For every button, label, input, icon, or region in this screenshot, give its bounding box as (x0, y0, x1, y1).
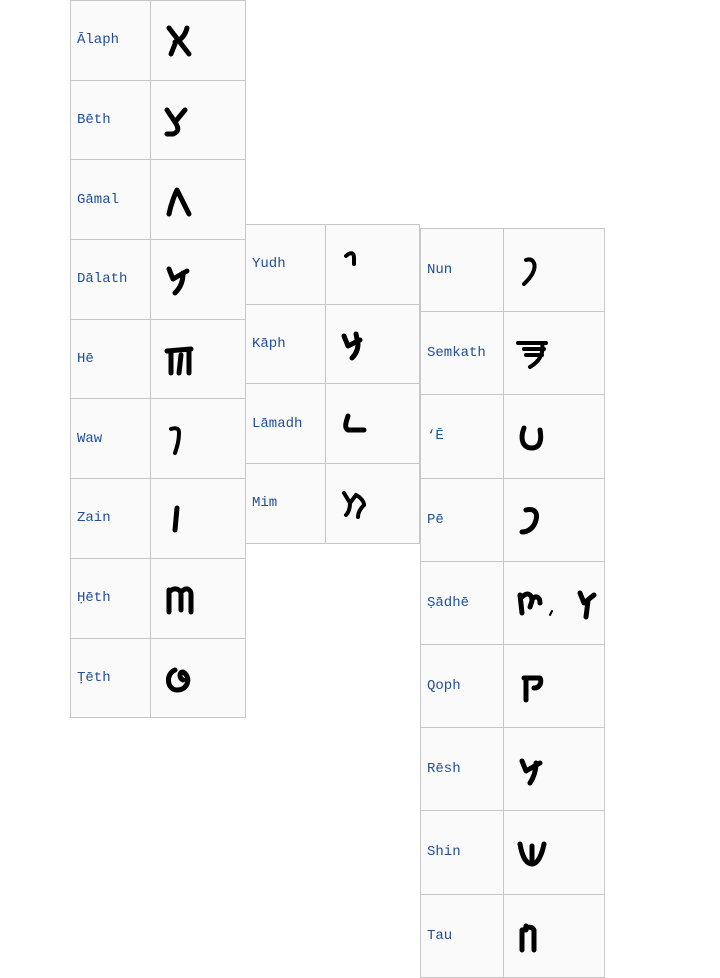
letter-name: Ṭēth (71, 638, 151, 718)
table-row (421, 229, 605, 312)
table-row (421, 312, 605, 395)
table-row (71, 80, 246, 160)
letter-name: Lāmadh (246, 384, 326, 464)
mim-glyph (336, 483, 376, 523)
ayin-glyph (514, 416, 554, 456)
table-row (246, 464, 420, 544)
letter-name: Yudh (246, 225, 326, 305)
letter-name: Mim (246, 464, 326, 544)
alphabet-table-left (70, 0, 246, 718)
table-row (71, 319, 246, 399)
letter-name: Ṣādhē (421, 561, 504, 644)
table-row (421, 728, 605, 811)
letter-name: Kāph (246, 304, 326, 384)
beth-glyph (161, 100, 201, 140)
nun-glyph (514, 250, 554, 290)
lamadh-glyph (336, 404, 376, 444)
table-row (421, 811, 605, 894)
pe-glyph (514, 500, 554, 540)
letter-name: Semkath (421, 312, 504, 395)
table-row (246, 304, 420, 384)
letter-name: Ḥēth (71, 558, 151, 638)
tau-glyph (514, 916, 554, 956)
teth-glyph (161, 658, 201, 698)
table-row (71, 638, 246, 718)
zain-glyph (161, 498, 201, 538)
letter-name: Zain (71, 479, 151, 559)
resh-glyph (514, 749, 554, 789)
table-row (421, 561, 605, 644)
table-row (71, 399, 246, 479)
table-row (421, 644, 605, 727)
letter-name: Shin (421, 811, 504, 894)
table-row (71, 1, 246, 81)
table-row (421, 395, 605, 478)
semkath-glyph (514, 333, 554, 373)
aleph-glyph (161, 20, 201, 60)
table-row (246, 384, 420, 464)
letter-name: Dālath (71, 240, 151, 320)
letter-name: Rēsh (421, 728, 504, 811)
qoph-glyph (514, 666, 554, 706)
gimel-glyph (161, 180, 201, 220)
letter-name: Nun (421, 229, 504, 312)
letter-name: Waw (71, 399, 151, 479)
letter-name: Hē (71, 319, 151, 399)
table-row (71, 558, 246, 638)
table-row (421, 478, 605, 561)
alphabet-table-middle (245, 224, 420, 544)
letter-name: Pē (421, 478, 504, 561)
shin-glyph (514, 832, 554, 872)
table-row (421, 894, 605, 977)
letter-name: ‘Ē (421, 395, 504, 478)
letter-name: Gāmal (71, 160, 151, 240)
waw-glyph (161, 419, 201, 459)
table-row (246, 225, 420, 305)
dalet-glyph (161, 259, 201, 299)
sadhe-glyph (514, 583, 604, 623)
letter-name: Ālaph (71, 1, 151, 81)
yudh-glyph (336, 244, 376, 284)
he-glyph (161, 339, 201, 379)
alphabet-table-right (420, 228, 605, 978)
table-row (71, 479, 246, 559)
heth-glyph (161, 578, 201, 618)
letter-name: Tau (421, 894, 504, 977)
letter-name: Qoph (421, 644, 504, 727)
table-row (71, 240, 246, 320)
kaph-glyph (336, 324, 376, 364)
letter-name: Bēth (71, 80, 151, 160)
table-row (71, 160, 246, 240)
